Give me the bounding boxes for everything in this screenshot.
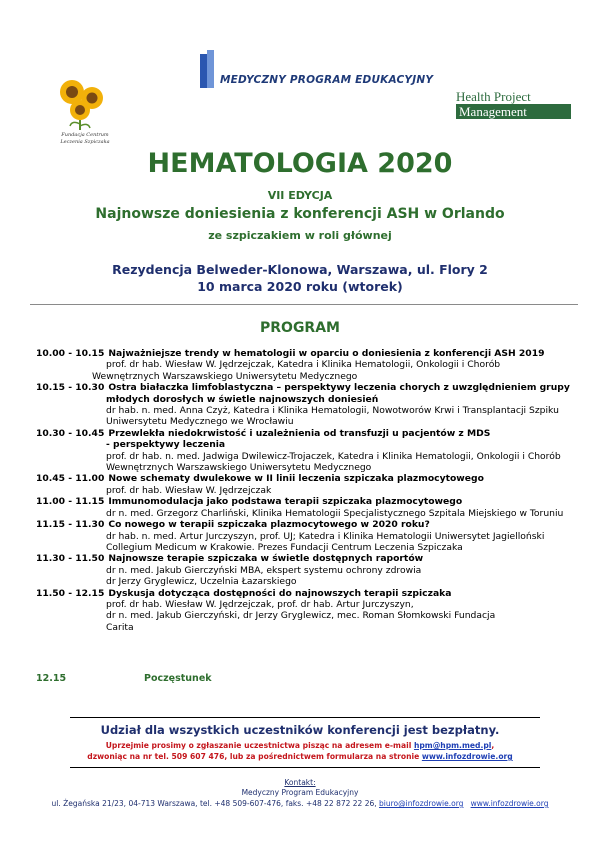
program-topic: Najnowsze terapie szpiczaka w świetle dostępnych raportów [108, 553, 424, 565]
hpm-logo-line2: Management [456, 104, 571, 119]
footer-divider-bottom [70, 767, 540, 768]
foundation-logo [50, 72, 120, 152]
program-topic: Najważniejsze trendy w hematologii w oparciu o doniesienia z konferencji ASH 2019 [108, 348, 545, 359]
program-speaker-affiliation: Wewnętrznych Warszawskiego Uniwersytetu Medycznego [106, 462, 372, 474]
contact-email-link[interactable]: biuro@infozdrowie.org [379, 799, 464, 808]
hpm-logo [456, 90, 571, 119]
footer-divider-top [70, 717, 540, 718]
program-topic: Immunomodulacja jako podstawa terapii szpiczaka plazmocytowego [108, 496, 463, 508]
program-item [36, 519, 576, 553]
contact-organization: Medyczny Program Edukacyjny [241, 788, 359, 797]
program-speaker: dr hab. n. med. Anna Czyż, Katedra i Klinika Hematologii, Nowotworów Krwi i Transplantacji Szpiku [106, 405, 559, 417]
program-topic: Ostra białaczka limfoblastyczna – perspektywy leczenia chorych z uwzględnieniem grupy [108, 382, 570, 394]
foundation-logo-text: Fundacja Centrum Leczenia Szpiczaka [60, 132, 110, 145]
program-speaker: dr n. med. Jakub Gierczyński MBA, ekspert systemu ochrony zdrowia [106, 564, 422, 576]
program-topic: Dyskusja dotycząca dostępności do najnowszych terapii szpiczaka [108, 587, 452, 599]
page-title: HEMATOLOGIA 2020 [147, 148, 453, 179]
program-logo-mark-icon [200, 50, 214, 90]
program-item [36, 473, 576, 496]
break-time: 12.15 [36, 673, 67, 684]
program-time: 10.30 - 10.45 [36, 427, 105, 439]
program-speaker: prof. dr hab. Wiesław W. Jędrzejczak, Katedra i Klinika Hematologii, Onkologii i Chorób [106, 359, 501, 371]
contact-website-link[interactable]: www.infozdrowie.org [470, 799, 549, 808]
program-logo [200, 50, 460, 100]
contact-label: Kontakt: [284, 778, 316, 787]
divider [30, 304, 578, 305]
program-time: 10.45 - 11.00 [36, 473, 105, 485]
program-speaker-affiliation: Wewnętrznych Warszawskiego Uniwersytetu Medycznego [92, 370, 358, 382]
registration-text: Uprzejmie prosimy o zgłaszanie uczestnictwa pisząc na adresem e-mail [105, 741, 414, 750]
program-speaker: prof. dr hab. n. med. Jadwiga Dwilewicz-Trojaczek, Katedra i Klinika Hematologii, Onkologii i Chorób [106, 450, 561, 462]
program-topic: Przewlekła niedokrwistość i uzależnienia od transfuzji u pacjentów z MDS [108, 427, 491, 439]
program-item [36, 348, 576, 382]
program-topic: Nowe schematy dwulekowe w II linii leczenia szpiczaka plazmocytowego [108, 473, 484, 485]
program-speaker-affiliation: Collegium Medicum w Krakowie. Prezes Fundacji Centrum Leczenia Szpiczaka [106, 541, 463, 553]
registration-text-2: dzwoniąc na nr tel. 509 607 476, lub za pośrednictwem formularza na stronie [87, 752, 422, 761]
edition: VII EDYCJA [267, 189, 333, 202]
program-time: 10.00 - 10.15 [36, 348, 105, 359]
program-speaker: prof. dr hab. Wiesław W. Jędrzejczak [106, 484, 272, 496]
subtitle-secondary: ze szpiczakiem w roli głównej [208, 229, 392, 242]
free-participation-notice: Udział dla wszystkich uczestników konferencji jest bezpłatny. [100, 723, 500, 737]
contact-separator [463, 799, 470, 808]
registration-website-link[interactable]: www.infozdrowie.org [421, 752, 513, 761]
registration-punct: , [491, 741, 495, 750]
program-topic: Co nowego w terapii szpiczaka plazmocytowego w 2020 roku? [108, 519, 430, 531]
program-topic-continued: młodych dorosłych w świetle najnowszych doniesień [106, 393, 379, 405]
program-speaker: dr n. med. Grzegorz Charliński, Klinika Hematologii Specjalistycznego Szpitala Miejskiego w Toruniu [106, 507, 564, 519]
program-item [36, 382, 576, 428]
program-topic-continued: - perspektywy leczenia [106, 439, 226, 451]
program-speaker: dr n. med. Jakub Gierczyński, dr Jerzy Gryglewicz, mec. Roman Słomkowski Fundacja [106, 610, 496, 622]
program-time: 11.30 - 11.50 [36, 553, 105, 565]
program-time: 11.00 - 11.15 [36, 496, 105, 508]
program-heading: PROGRAM [260, 320, 340, 336]
program-logo-text: MEDYCZNY PROGRAM EDUKACYJNY [220, 74, 434, 86]
program-list [36, 348, 576, 633]
break-item [36, 673, 212, 684]
program-speaker: prof. dr hab. Wiesław W. Jędrzejczak, prof. dr hab. Artur Jurczyszyn, [106, 598, 414, 610]
program-item [36, 428, 576, 474]
program-speaker: dr hab. n. med. Artur Jurczyszyn, prof. UJ; Katedra i Klinika Hematologii Uniwersytet Jagielloński [106, 530, 545, 542]
program-speaker: dr Jerzy Gryglewicz, Uczelnia Łazarskiego [106, 576, 297, 588]
program-item [36, 588, 576, 634]
program-time: 10.15 - 10.30 [36, 382, 105, 394]
event-date: 10 marca 2020 roku (wtorek) [197, 279, 403, 294]
contact-address [0, 799, 600, 808]
subtitle: Najnowsze doniesienia z konferencji ASH w Orlando [95, 206, 505, 222]
program-speaker-affiliation: Uniwersytetu Medycznego we Wrocławiu [106, 416, 294, 428]
hpm-logo-line1: Health Project [456, 89, 531, 104]
program-speaker: Carita [106, 621, 134, 633]
contact-address-text: ul. Żegańska 21/23, 04-713 Warszawa, tel. +48 509-607-476, faks. +48 22 872 22 26, [51, 799, 380, 808]
program-time: 11.50 - 12.15 [36, 587, 105, 599]
break-label: Poczęstunek [144, 673, 212, 684]
program-item [36, 553, 576, 587]
registration-request [0, 740, 600, 762]
venue: Rezydencja Belweder-Klonowa, Warszawa, ul. Flory 2 [112, 262, 488, 277]
registration-email-link[interactable]: hpm@hpm.med.pl [413, 741, 492, 750]
program-time: 11.15 - 11.30 [36, 519, 105, 531]
program-item [36, 496, 576, 519]
